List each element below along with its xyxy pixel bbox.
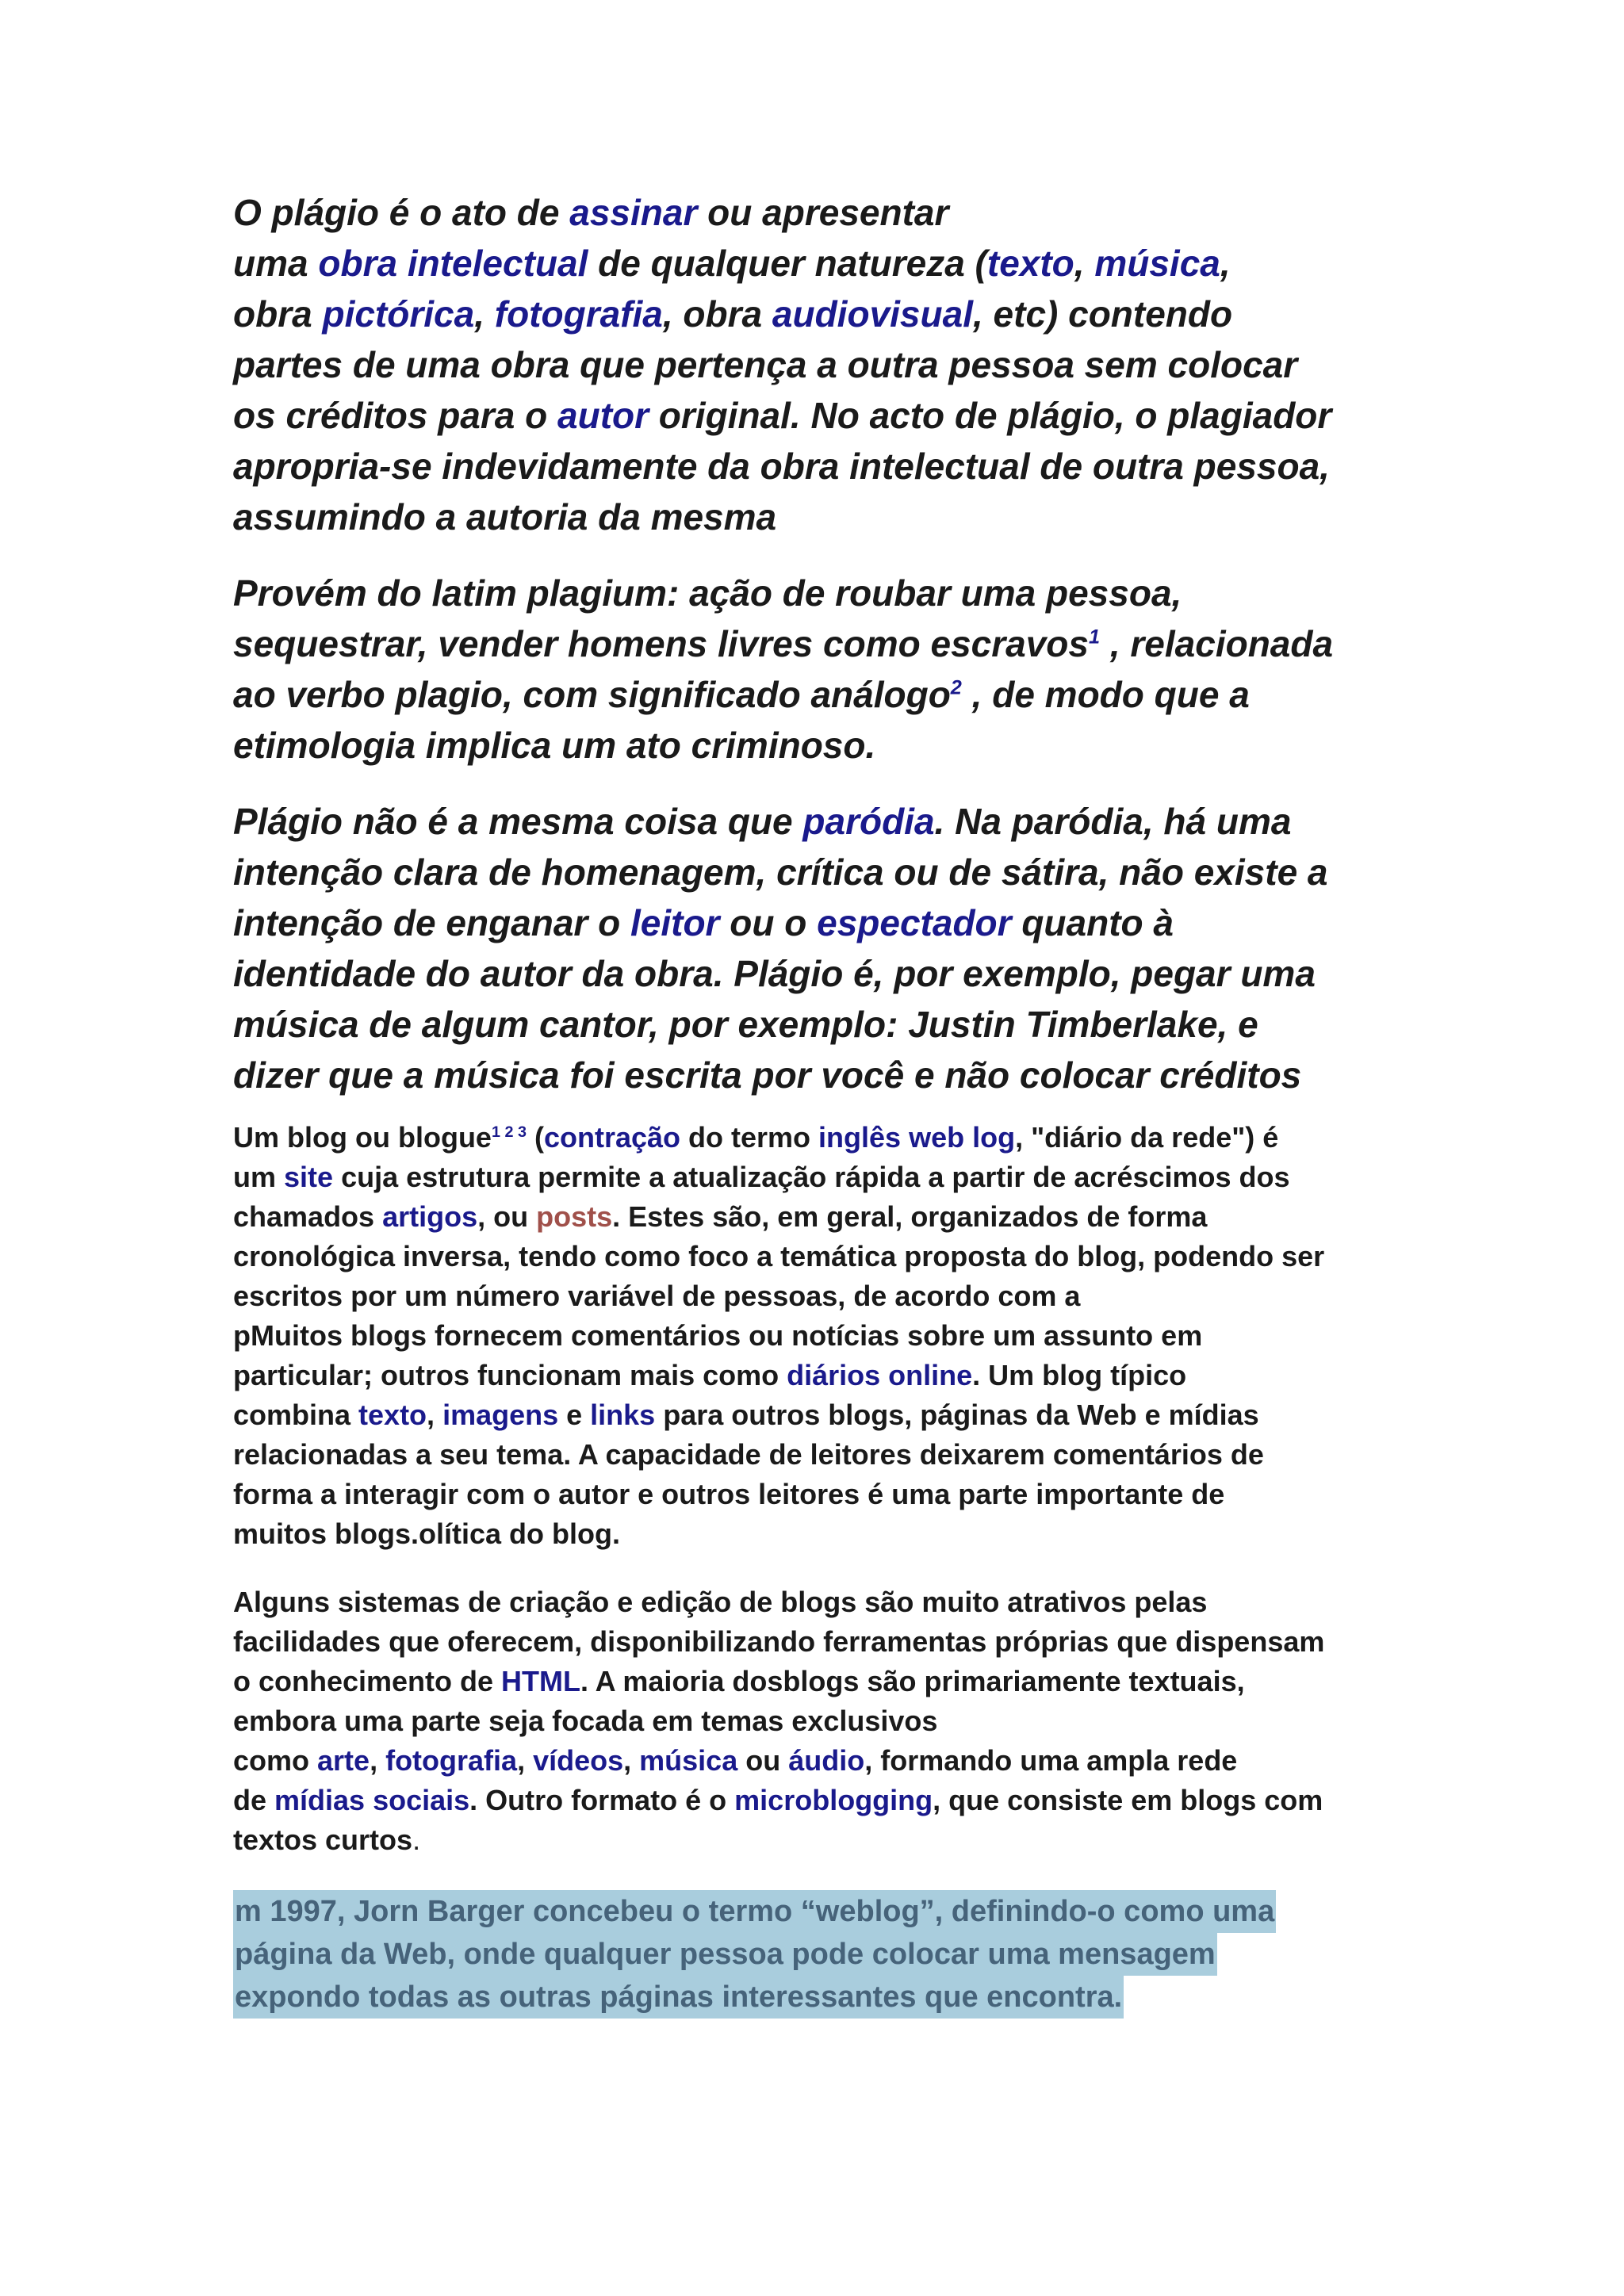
footnote-ref[interactable]: 1 2 3	[491, 1123, 527, 1141]
text-span: , de modo que a	[961, 674, 1250, 715]
text-line: relacionadas a seu tema. A capacidade de leitores deixarem comentários de	[233, 1438, 1264, 1471]
text-line	[233, 1356, 1423, 1395]
text-span: cuja estrutura permite a atualização rápida a partir de acréscimos dos	[333, 1161, 1290, 1193]
text-span: um	[233, 1161, 285, 1193]
text-span: para outros blogs, páginas da Web e mídias	[655, 1399, 1259, 1431]
text-span: O plágio é o ato de	[233, 192, 570, 233]
text-line: intenção clara de homenagem, crítica ou de sátira, não existe a	[233, 851, 1328, 893]
link-ingles[interactable]: inglês	[818, 1121, 902, 1154]
text-span: ou o	[719, 902, 818, 943]
text-span: de	[233, 1784, 275, 1816]
footnote-ref[interactable]: 1	[1088, 626, 1101, 649]
text-span: do termo	[680, 1121, 819, 1154]
text-line	[233, 1820, 1423, 1860]
link-pictorica[interactable]: pictórica	[322, 293, 475, 335]
link-texto[interactable]: texto	[986, 243, 1074, 284]
link-leitor[interactable]: leitor	[630, 902, 720, 943]
text-line	[233, 289, 1423, 339]
text-line: forma a interagir com o autor e outros leitores é uma parte importante de	[233, 1478, 1225, 1510]
text-line	[233, 1741, 1423, 1781]
text-span: como	[233, 1744, 318, 1777]
link-musica[interactable]: música	[639, 1744, 738, 1777]
text-span: sequestrar, vender homens livres como escravos	[233, 623, 1089, 664]
text-line: muitos blogs.olítica do blog.	[233, 1517, 620, 1550]
text-line: pMuitos blogs fornecem comentários ou notícias sobre um assunto em	[233, 1319, 1203, 1352]
text-span: , relacionada	[1100, 623, 1334, 664]
text-span: , ou	[477, 1200, 537, 1233]
text-span: de qualquer natureza (	[588, 243, 987, 284]
text-line: etimologia implica um ato criminoso.	[233, 725, 876, 766]
link-imagens[interactable]: imagens	[442, 1399, 559, 1431]
link-artigos[interactable]: artigos	[382, 1200, 478, 1233]
text-line	[233, 1158, 1423, 1197]
text-line	[233, 1781, 1423, 1820]
link-arte[interactable]: arte	[317, 1744, 370, 1777]
text-line: música de algum cantor, por exemplo: Justin Timberlake, e	[233, 1004, 1258, 1045]
footnote-ref[interactable]: 2	[950, 676, 962, 699]
text-line	[233, 1933, 1423, 1976]
text-span: . A maioria dosblogs são primariamente textuais,	[580, 1665, 1245, 1697]
text-span: os créditos para o	[233, 395, 558, 436]
text-span: , etc) contendo	[972, 293, 1233, 335]
link-microblogging[interactable]: microblogging	[734, 1784, 933, 1816]
text-span: intenção de enganar o	[233, 902, 630, 943]
link-fotografia[interactable]: fotografia	[385, 1744, 518, 1777]
link-assinar[interactable]: assinar	[569, 192, 698, 233]
text-span: ,	[1074, 243, 1095, 284]
text-span: ,	[474, 293, 495, 335]
text-line: apropria-se indevidamente da obra intelectual de outra pessoa,	[233, 446, 1330, 487]
text-span: original. No acto de plágio, o plagiador	[649, 395, 1332, 436]
text-span: ,	[370, 1744, 386, 1777]
text-span: , formando uma ampla rede	[864, 1744, 1238, 1777]
paragraph-blog-definicao	[233, 1118, 1423, 1554]
text-line: Alguns sistemas de criação e edição de blogs são muito atrativos pelas	[233, 1586, 1208, 1618]
text-span: . Um blog típico	[972, 1359, 1187, 1391]
text-span: ,	[623, 1744, 640, 1777]
text-span: ,	[517, 1744, 534, 1777]
text-span: textos curtos	[233, 1823, 413, 1856]
link-audio[interactable]: áudio	[788, 1744, 865, 1777]
text-span: .	[412, 1823, 421, 1856]
text-span: ou apresentar	[697, 192, 949, 233]
text-line	[233, 618, 1423, 669]
text-span: ou	[737, 1744, 789, 1777]
text-span: (	[526, 1121, 544, 1154]
text-line: identidade do autor da obra. Plágio é, por exemplo, pegar uma	[233, 953, 1316, 994]
link-contracao[interactable]: contração	[543, 1121, 681, 1154]
paragraph-sistemas-blog	[233, 1582, 1423, 1860]
link-midias-sociais[interactable]: mídias sociais	[274, 1784, 470, 1816]
text-line: dizer que a música foi escrita por você e não colocar créditos	[233, 1054, 1302, 1096]
link-diarios-online[interactable]: diários online	[787, 1359, 973, 1391]
highlighted-text[interactable]: expondo todas as outras páginas interessantes que encontra.	[233, 1976, 1124, 2019]
link-obra-intelectual[interactable]: obra intelectual	[318, 243, 588, 284]
text-line	[233, 1395, 1423, 1435]
text-span: , "diário da rede") é	[1015, 1121, 1279, 1154]
text-line: assumindo a autoria da mesma	[233, 496, 777, 538]
text-span	[901, 1121, 909, 1154]
text-line	[233, 897, 1423, 948]
link-site[interactable]: site	[284, 1161, 334, 1193]
text-span: particular; outros funcionam mais como	[233, 1359, 787, 1391]
text-span: . Outro formato é o	[469, 1784, 735, 1816]
text-line	[233, 1976, 1423, 2019]
text-span: o conhecimento de	[233, 1665, 502, 1697]
link-espectador[interactable]: espectador	[817, 902, 1012, 943]
document-page	[233, 187, 1423, 2019]
text-span: e	[558, 1399, 591, 1431]
link-posts[interactable]: posts	[536, 1200, 613, 1233]
text-span: Plágio não é a mesma coisa que	[233, 801, 803, 842]
text-line	[233, 1662, 1423, 1701]
highlighted-text[interactable]: página da Web, onde qualquer pessoa pode colocar uma mensagem	[233, 1933, 1217, 1976]
text-span: uma	[233, 243, 319, 284]
text-span: ,	[1220, 243, 1231, 284]
text-line: embora uma parte seja focada em temas exclusivos	[233, 1705, 938, 1737]
link-web-log[interactable]: web log	[909, 1121, 1016, 1154]
text-span: chamados	[233, 1200, 383, 1233]
text-span: . Estes são, em geral, organizados de forma	[612, 1200, 1208, 1233]
text-line	[233, 390, 1423, 441]
paragraph-plagio-definicao	[233, 187, 1423, 542]
text-line: Provém do latim plagium: ação de roubar uma pessoa,	[233, 572, 1182, 614]
paragraph-etimologia	[233, 568, 1423, 771]
link-html[interactable]: HTML	[501, 1665, 581, 1697]
link-fotografia[interactable]: fotografia	[494, 293, 663, 335]
text-line: cronológica inversa, tendo como foco a temática proposta do blog, podendo ser	[233, 1240, 1325, 1272]
link-texto[interactable]: texto	[358, 1399, 427, 1431]
highlighted-text[interactable]: m 1997, Jorn Barger concebeu o termo “weblog”, definindo-o como uma	[233, 1890, 1276, 1933]
text-span: obra	[233, 293, 323, 335]
text-line: facilidades que oferecem, disponibilizando ferramentas próprias que dispensam	[233, 1625, 1325, 1658]
text-span: . Na paródia, há uma	[934, 801, 1292, 842]
text-line: partes de uma obra que pertença a outra pessoa sem colocar	[233, 344, 1298, 385]
link-videos[interactable]: vídeos	[533, 1744, 624, 1777]
text-line: escritos por um número variável de pessoas, de acordo com a	[233, 1280, 1081, 1312]
text-span: ,	[427, 1399, 443, 1431]
link-parodia[interactable]: paródia	[802, 801, 935, 842]
link-audiovisual[interactable]: audiovisual	[772, 293, 973, 335]
text-line	[233, 238, 1423, 289]
text-line	[233, 1197, 1423, 1237]
text-line	[233, 669, 1423, 720]
text-span: Um blog ou blogue	[233, 1121, 492, 1154]
text-line	[233, 796, 1423, 847]
link-links[interactable]: links	[590, 1399, 656, 1431]
paragraph-weblog-highlighted	[233, 1890, 1423, 2019]
text-line	[233, 1118, 1423, 1158]
text-span: quanto à	[1011, 902, 1174, 943]
text-line	[233, 1890, 1423, 1933]
link-musica[interactable]: música	[1094, 243, 1220, 284]
text-span: combina	[233, 1399, 359, 1431]
text-line	[233, 187, 1423, 238]
paragraph-parodia	[233, 796, 1423, 1100]
text-span: , obra	[662, 293, 772, 335]
text-span: , que consiste em blogs com	[933, 1784, 1323, 1816]
link-autor[interactable]: autor	[557, 395, 649, 436]
text-span: ao verbo plagio, com significado análogo	[233, 674, 951, 715]
